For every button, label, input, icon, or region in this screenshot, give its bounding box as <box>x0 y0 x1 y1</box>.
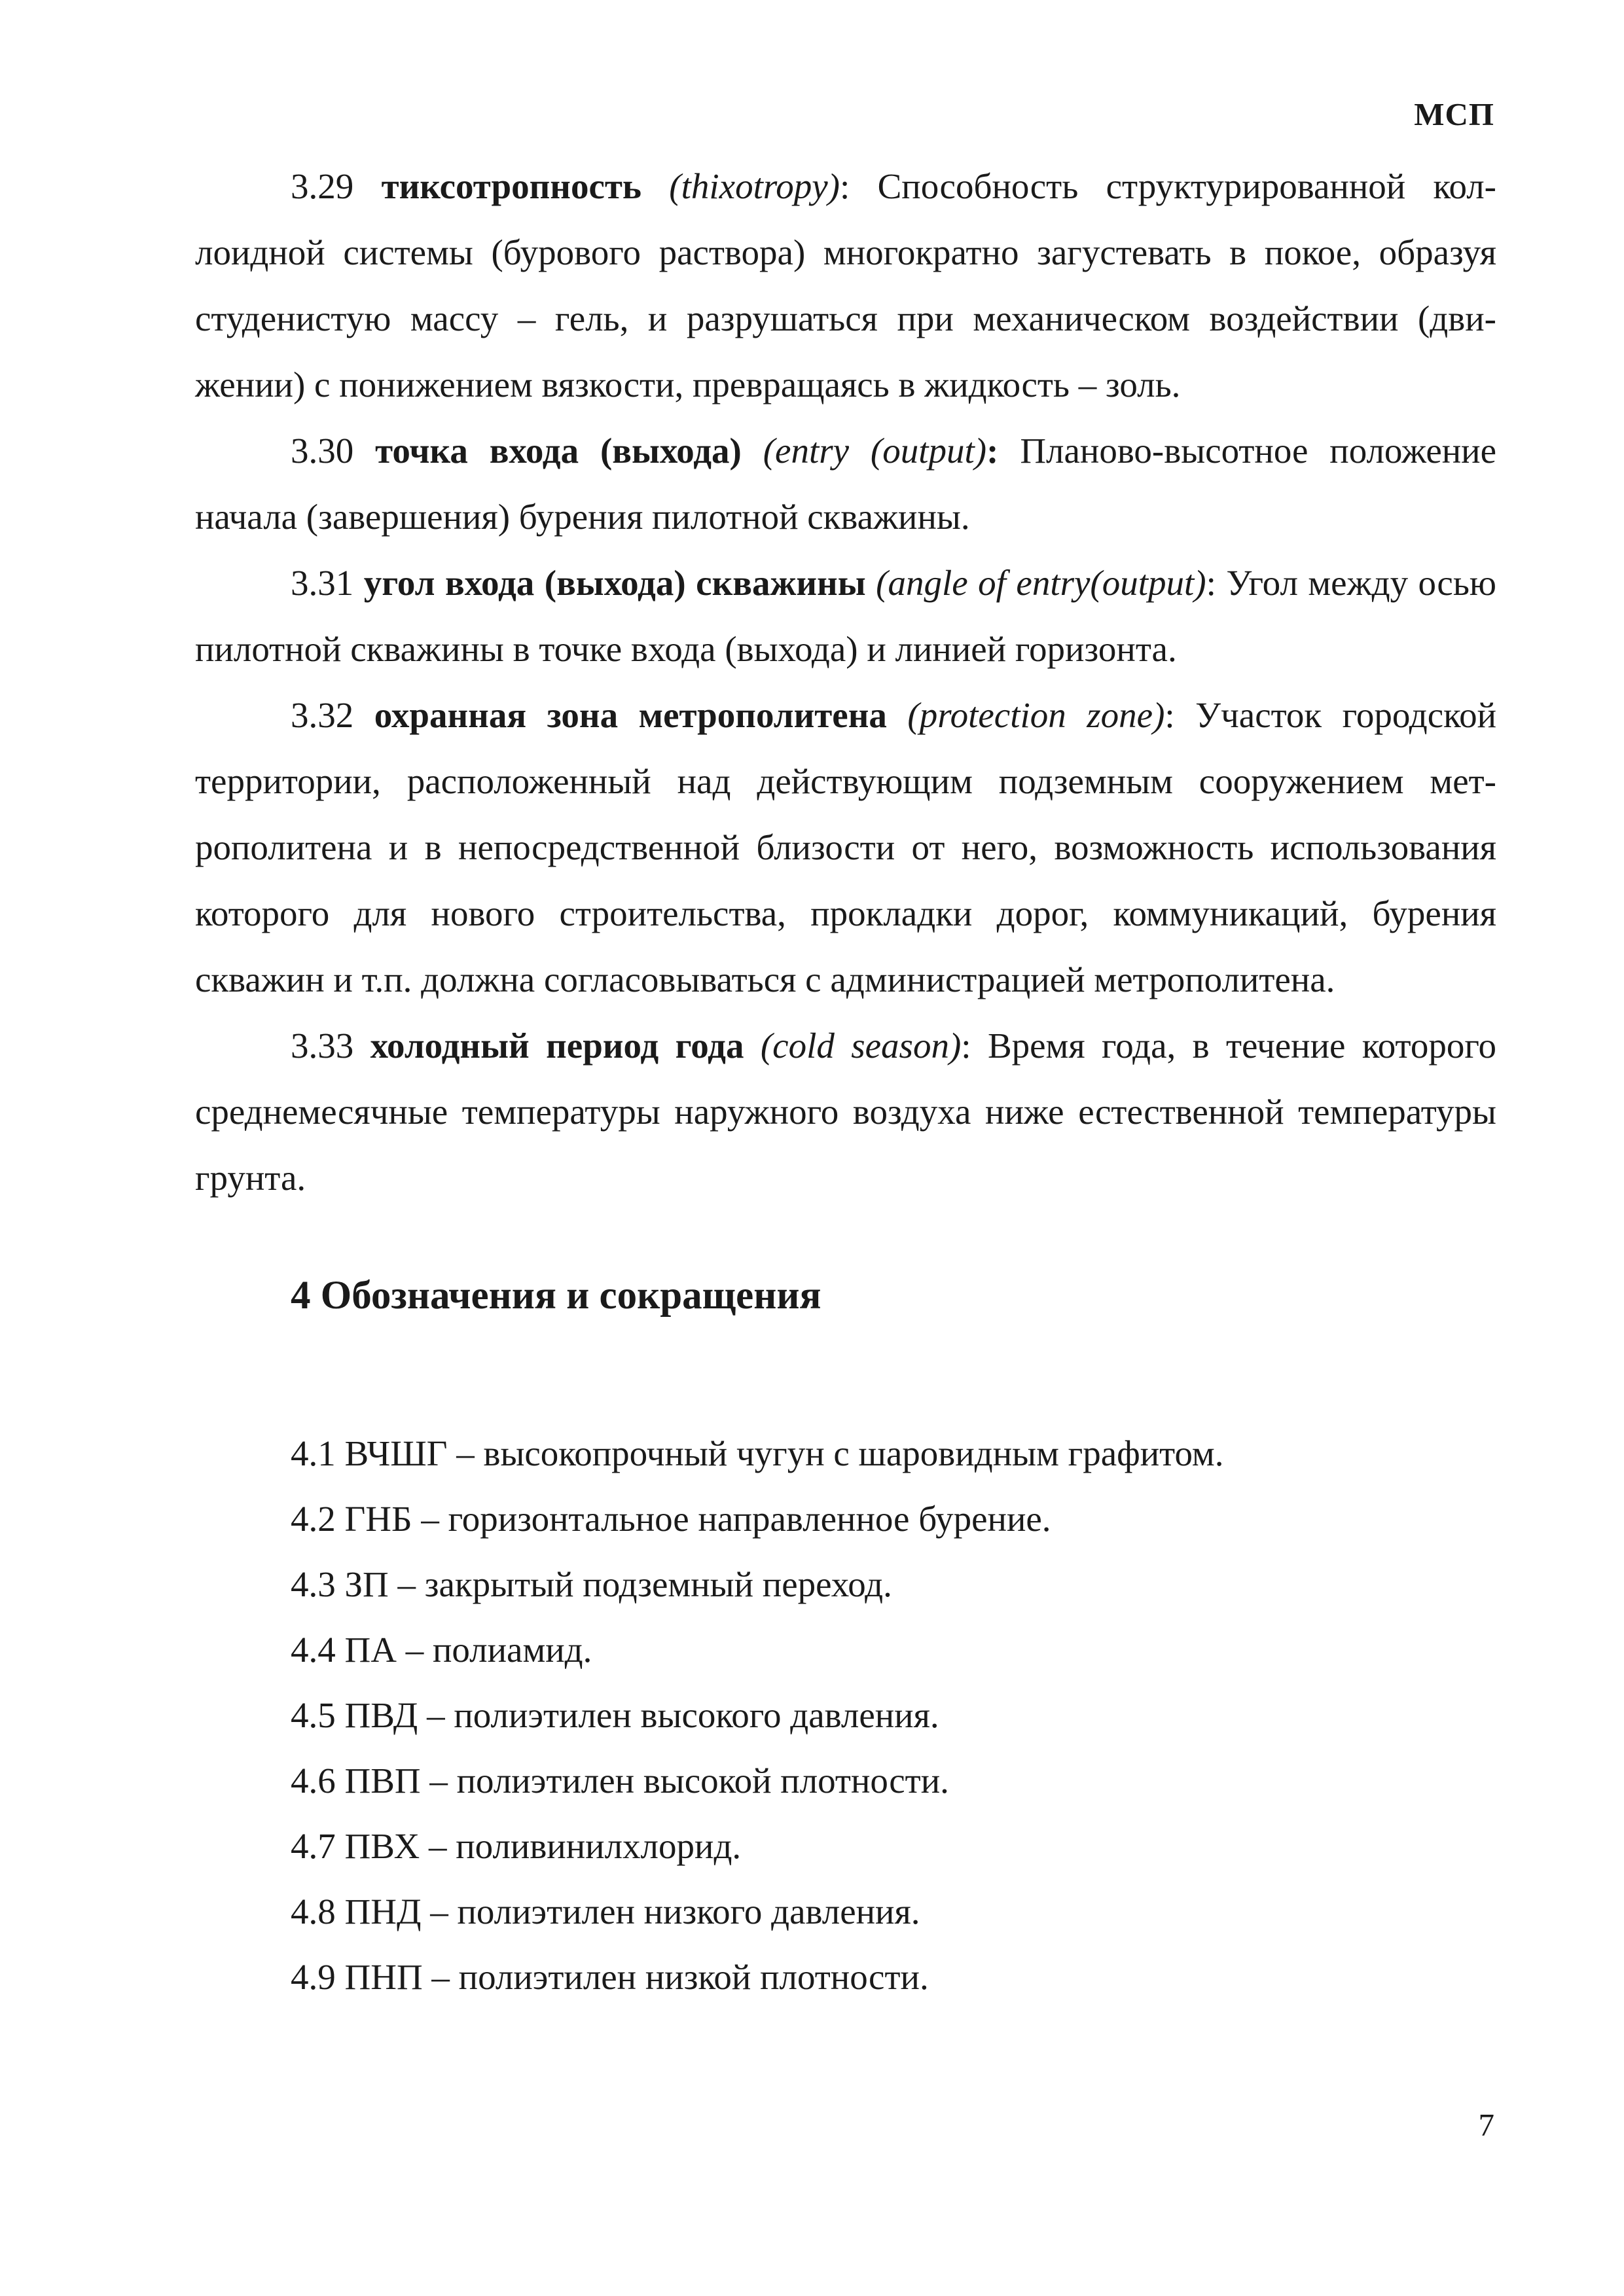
definition-term: точка входа (выхода) <box>375 431 742 471</box>
definition-3-29 <box>195 153 1496 418</box>
definition-separator: : <box>839 166 850 206</box>
definition-term: охранная зона метрополитена <box>374 695 887 735</box>
definition-text: Время года, в течение которого среднемесячные температуры наружного воздуха ниже естественной температуры грунта. <box>195 1026 1497 1198</box>
definition-english-term: (entry (output) <box>763 431 987 471</box>
abbreviations-list <box>291 1421 1224 2010</box>
definition-number: 3.29 <box>291 166 354 206</box>
definition-term: холодный период года <box>370 1026 744 1066</box>
definition-english-term: (thixotropy) <box>669 166 840 206</box>
definition-separator: : <box>961 1026 971 1066</box>
definition-separator: : <box>986 431 999 471</box>
list-item: 4.6 ПВП – полиэтилен высокой плотности. <box>291 1761 949 1801</box>
definitions-block <box>195 153 1496 1211</box>
definition-number: 3.31 <box>291 563 354 603</box>
definition-english-term: (angle of entry(output) <box>876 563 1206 603</box>
definition-number: 3.32 <box>291 695 354 735</box>
definition-term: угол входа (выхода) скважины <box>363 563 866 603</box>
definition-text: Планово-высотное положение начала (завершения) бурения пилотной скважины. <box>195 431 1497 537</box>
list-item: 4.3 ЗП – закрытый подземный переход. <box>291 1564 892 1604</box>
definition-3-32 <box>195 682 1496 1013</box>
list-item: 4.9 ПНП – полиэтилен низкой плотности. <box>291 1957 929 1997</box>
definition-3-31 <box>195 550 1496 682</box>
list-item: 4.2 ГНБ – горизонтальное направленное бурение. <box>291 1499 1051 1539</box>
list-item: 4.1 ВЧШГ – высокопрочный чугун с шаровидным графитом. <box>291 1433 1224 1473</box>
definition-text: Способность структурированной коллоидной системы (бурового раствора) многократно загустевать в покое, образуя студенистую массу – гель, и разрушаться при механическом воздействии (движении) с понижением вязкости, превращаясь в жидкость – золь. <box>195 166 1496 404</box>
list-item: 4.8 ПНД – полиэтилен низкого давления. <box>291 1892 920 1931</box>
list-item: 4.5 ПВД – полиэтилен высокого давления. <box>291 1695 939 1735</box>
definition-term: тиксотропность <box>381 166 641 206</box>
page-number: 7 <box>1478 2107 1494 2143</box>
document-code-header: МСП <box>1414 96 1494 132</box>
definition-3-30 <box>195 418 1496 550</box>
definition-number: 3.30 <box>291 431 354 471</box>
definition-3-33 <box>195 1013 1496 1211</box>
list-item: 4.4 ПА – полиамид. <box>291 1630 592 1670</box>
section-heading: 4 Обозначения и сокращения <box>291 1274 821 1318</box>
definition-english-term: (cold season) <box>760 1026 962 1066</box>
list-item: 4.7 ПВХ – поливинилхлорид. <box>291 1826 742 1866</box>
definition-separator: : <box>1164 695 1175 735</box>
definition-number: 3.33 <box>291 1026 354 1066</box>
definition-english-term: (protection zone) <box>907 695 1165 735</box>
definition-separator: : <box>1206 563 1216 603</box>
definition-text: Угол между осью пилотной скважины в точке входа (выхода) и линией горизонта. <box>195 563 1497 669</box>
definition-text: Участок городской территории, расположенный над действующим подземным сооружением метрополитена и в непосредственной близости от него, возможность использования которого для нового строительства, прокладки дорог, коммуникаций, бурения скважин и т.п. должна согласовываться с администрацией метрополитена. <box>195 695 1497 999</box>
